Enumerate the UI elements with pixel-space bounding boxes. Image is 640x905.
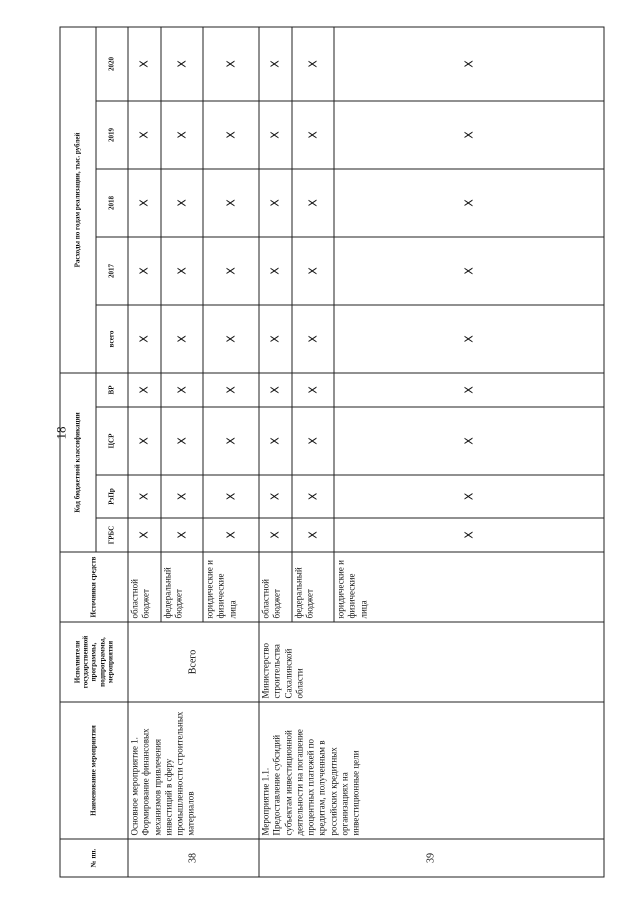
activity-name: Мероприятие 1.1. Предоставление субсидий субъектам инвестиционной деятельности на погашение процентных платежей по кредитам, полученным в российских кредитных организациях на инвестиционные цели — [259, 702, 604, 839]
source-cell: областной бюджет — [128, 552, 161, 622]
x-mark: X — [334, 407, 604, 475]
x-mark: X — [259, 169, 292, 237]
source-cell: областной бюджет — [259, 552, 292, 622]
header-csr: ЦСР — [96, 407, 128, 475]
x-mark: X — [292, 407, 334, 475]
x-mark: X — [161, 27, 203, 101]
x-mark: X — [334, 101, 604, 169]
x-mark: X — [292, 27, 334, 101]
table-row — [259, 27, 292, 877]
x-mark: X — [128, 169, 161, 237]
header-sources: Источники средств — [60, 552, 128, 622]
header-name: Наименование мероприятия — [60, 702, 128, 839]
x-mark: X — [334, 475, 604, 518]
x-mark: X — [128, 101, 161, 169]
header-executors: Исполнители государственной программы, подпрограммы, мероприятия — [60, 622, 128, 702]
header-2018: 2018 — [96, 169, 128, 237]
x-mark: X — [334, 305, 604, 373]
x-mark: X — [259, 237, 292, 305]
x-mark: X — [161, 305, 203, 373]
x-mark: X — [259, 27, 292, 101]
row-number: 38 — [128, 839, 259, 877]
header-budget-code: Код бюджетной классификации — [60, 373, 96, 552]
x-mark: X — [292, 305, 334, 373]
x-mark: X — [128, 373, 161, 407]
x-mark: X — [334, 518, 604, 552]
x-mark: X — [334, 27, 604, 101]
source-cell: юридические и физические лица — [203, 552, 259, 622]
x-mark: X — [292, 237, 334, 305]
x-mark: X — [259, 305, 292, 373]
x-mark: X — [259, 518, 292, 552]
header-2020: 2020 — [96, 27, 128, 101]
header-total: всего — [96, 305, 128, 373]
x-mark: X — [161, 169, 203, 237]
header-num: № пп. — [60, 839, 128, 877]
header-2019: 2019 — [96, 101, 128, 169]
x-mark: X — [161, 237, 203, 305]
header-grbs: ГРБС — [96, 518, 128, 552]
source-cell: юридические и физические лица — [334, 552, 604, 622]
x-mark: X — [128, 407, 161, 475]
x-mark: X — [292, 475, 334, 518]
x-mark: X — [161, 373, 203, 407]
x-mark: X — [259, 475, 292, 518]
expenses-table — [60, 26, 605, 877]
rotated-table-container — [60, 28, 605, 878]
row-number: 39 — [259, 839, 604, 877]
x-mark: X — [259, 101, 292, 169]
x-mark: X — [203, 27, 259, 101]
x-mark: X — [128, 305, 161, 373]
x-mark: X — [161, 475, 203, 518]
x-mark: X — [334, 169, 604, 237]
x-mark: X — [128, 475, 161, 518]
x-mark: X — [203, 305, 259, 373]
x-mark: X — [161, 101, 203, 169]
x-mark: X — [334, 373, 604, 407]
x-mark: X — [128, 27, 161, 101]
x-mark: X — [292, 518, 334, 552]
x-mark: X — [334, 237, 604, 305]
header-2017: 2017 — [96, 237, 128, 305]
x-mark: X — [292, 169, 334, 237]
x-mark: X — [203, 101, 259, 169]
header-expenses: Расходы по годам реализации, тыс. рублей — [60, 27, 96, 373]
x-mark: X — [203, 373, 259, 407]
source-cell: федеральный бюджет — [292, 552, 334, 622]
source-cell: федеральный бюджет — [161, 552, 203, 622]
x-mark: X — [161, 518, 203, 552]
header-vr: ВР — [96, 373, 128, 407]
x-mark: X — [203, 518, 259, 552]
x-mark: X — [203, 237, 259, 305]
x-mark: X — [292, 101, 334, 169]
x-mark: X — [259, 407, 292, 475]
x-mark: X — [161, 407, 203, 475]
x-mark: X — [203, 407, 259, 475]
executor: Всего — [128, 622, 259, 702]
table-row — [128, 27, 161, 877]
x-mark: X — [203, 169, 259, 237]
executor: Министерство строительства Сахалинской области — [259, 622, 604, 702]
page-number: 18 — [53, 426, 69, 440]
x-mark: X — [259, 373, 292, 407]
activity-name: Основное мероприятие 1. Формирование финансовых механизмов привлечения инвестиций в сферу промышленности строительных материалов — [128, 702, 259, 839]
x-mark: X — [128, 237, 161, 305]
x-mark: X — [292, 373, 334, 407]
x-mark: X — [128, 518, 161, 552]
header-rzpr: РзПр — [96, 475, 128, 518]
x-mark: X — [203, 475, 259, 518]
